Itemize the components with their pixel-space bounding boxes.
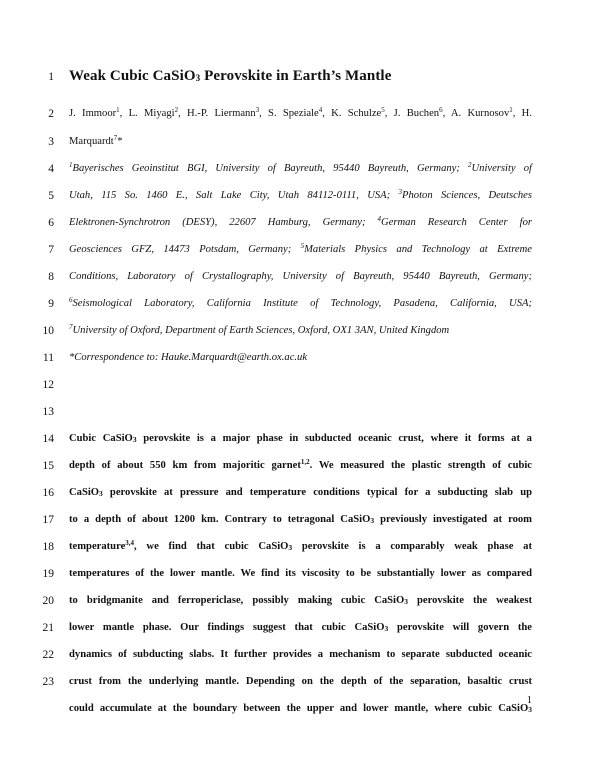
line-number: 6: [48, 217, 54, 229]
affiliation-line: Geosciences GFZ, 14473 Potsdam, Germany; $^5$Materials Physics and Technology at Extreme: [69, 242, 532, 255]
line-number: 9: [48, 298, 54, 310]
affiliation-line: Elektronen-Synchrotron (DESY), 22607 Hamburg, Germany; $^4$German Research Center for: [69, 215, 532, 228]
affiliation-line: Utah, 115 So. 1460 E., Salt Lake City, Utah 84112-0111, USA; $^3$Photon Sciences, Deutsches: [69, 188, 532, 201]
line-number: 20: [42, 595, 54, 607]
author: , H.-P. Liermann$^3$: [178, 106, 260, 119]
author: , K. Schulze$^5$: [322, 106, 385, 119]
line-number: 8: [48, 271, 54, 283]
line-number: 21: [42, 622, 54, 634]
correspondence-line: *Correspondence to: Hauke.Marquardt@earth.ox.ac.uk: [69, 352, 308, 363]
line-number: 2: [48, 108, 54, 120]
affiliation-line: $^1$Bayerisches Geoinstitut BGI, University of Bayreuth, 95440 Bayreuth, Germany; $^2$University of: [69, 161, 532, 174]
line-number: 7: [48, 244, 54, 256]
line-number: 22: [42, 649, 54, 661]
line-number: 14: [42, 433, 54, 445]
line-number: 11: [42, 352, 54, 364]
page-number: 1: [526, 695, 532, 706]
abstract-line: to a depth of about 1200 km. Contrary to tetragonal CaSiO$_3$ previously investigated at room: [69, 514, 532, 525]
abstract-line: temperatures of the lower mantle. We find its viscosity to be substantially lower as compared: [69, 568, 532, 579]
line-number: 23: [42, 676, 54, 688]
line-number: 19: [42, 568, 54, 580]
line-number: 16: [42, 487, 54, 499]
author: , S. Speziale$^4$: [259, 106, 323, 119]
author: , J. Buchen$^6$: [384, 106, 443, 119]
abstract-line: Cubic CaSiO$_3$ perovskite is a major phase in subducted oceanic crust, where it forms at a: [69, 433, 532, 444]
author-list: [69, 104, 532, 124]
author: , H.: [512, 108, 532, 119]
abstract-line: dynamics of subducting slabs. It further provides a mechanism to separate subducted oceanic: [69, 649, 532, 660]
author-list-continued: [69, 132, 532, 152]
abstract-line: CaSiO$_3$ perovskite at pressure and temperature conditions typical for a subducting slab up: [69, 487, 532, 498]
line-number: 18: [42, 541, 54, 553]
line-number: 15: [42, 460, 54, 472]
line-number: 3: [48, 136, 54, 148]
title-subscript: 3: [195, 73, 201, 83]
abstract-line: to bridgmanite and ferropericlase, possibly making cubic CaSiO$_3$ perovskite the weakest: [69, 595, 532, 606]
line-number: 4: [48, 163, 54, 175]
abstract-line: crust from the underlying mantle. Depending on the depth of the separation, basaltic crust: [69, 676, 532, 687]
paper-title: [69, 66, 532, 86]
author: J. Immoor$^1$: [69, 106, 120, 119]
line-number: 1: [48, 71, 54, 83]
line-number: 12: [42, 379, 54, 391]
title-text: Weak Cubic CaSiO: [69, 68, 196, 84]
line-number: 5: [48, 190, 54, 202]
affiliation-line: $^6$Seismological Laboratory, California Institute of Technology, Pasadena, California, USA;: [69, 296, 532, 309]
abstract-line: lower mantle phase. Our findings suggest that cubic CaSiO$_3$ perovskite will govern the: [69, 622, 532, 633]
line-number: 10: [42, 325, 54, 337]
abstract-line: could accumulate at the boundary between the upper and lower mantle, where cubic CaSiO$_3$: [69, 703, 532, 714]
affiliation-line: Conditions, Laboratory of Crystallography, University of Bayreuth, 95440 Bayreuth, Germany;: [69, 271, 532, 282]
affiliation-line: $^7$University of Oxford, Department of Earth Sciences, Oxford, OX1 3AN, United Kingdom: [69, 323, 450, 336]
line-number: 17: [42, 514, 54, 526]
abstract-line: temperature$^{3,4}$, we find that cubic CaSiO$_3$ perovskite is a comparably weak phase at: [69, 539, 532, 552]
abstract-line: depth of about 550 km from majoritic garnet$^{1,2}$. We measured the plastic strength of cubic: [69, 458, 533, 471]
title-text: Perovskite in Earth’s Mantle: [200, 68, 392, 84]
author: , L. Miyagi$^2$: [119, 106, 179, 119]
author: Marquardt$^7$*: [69, 134, 123, 147]
author: , A. Kurnosov$^1$: [442, 106, 513, 119]
line-number: 13: [42, 406, 54, 418]
